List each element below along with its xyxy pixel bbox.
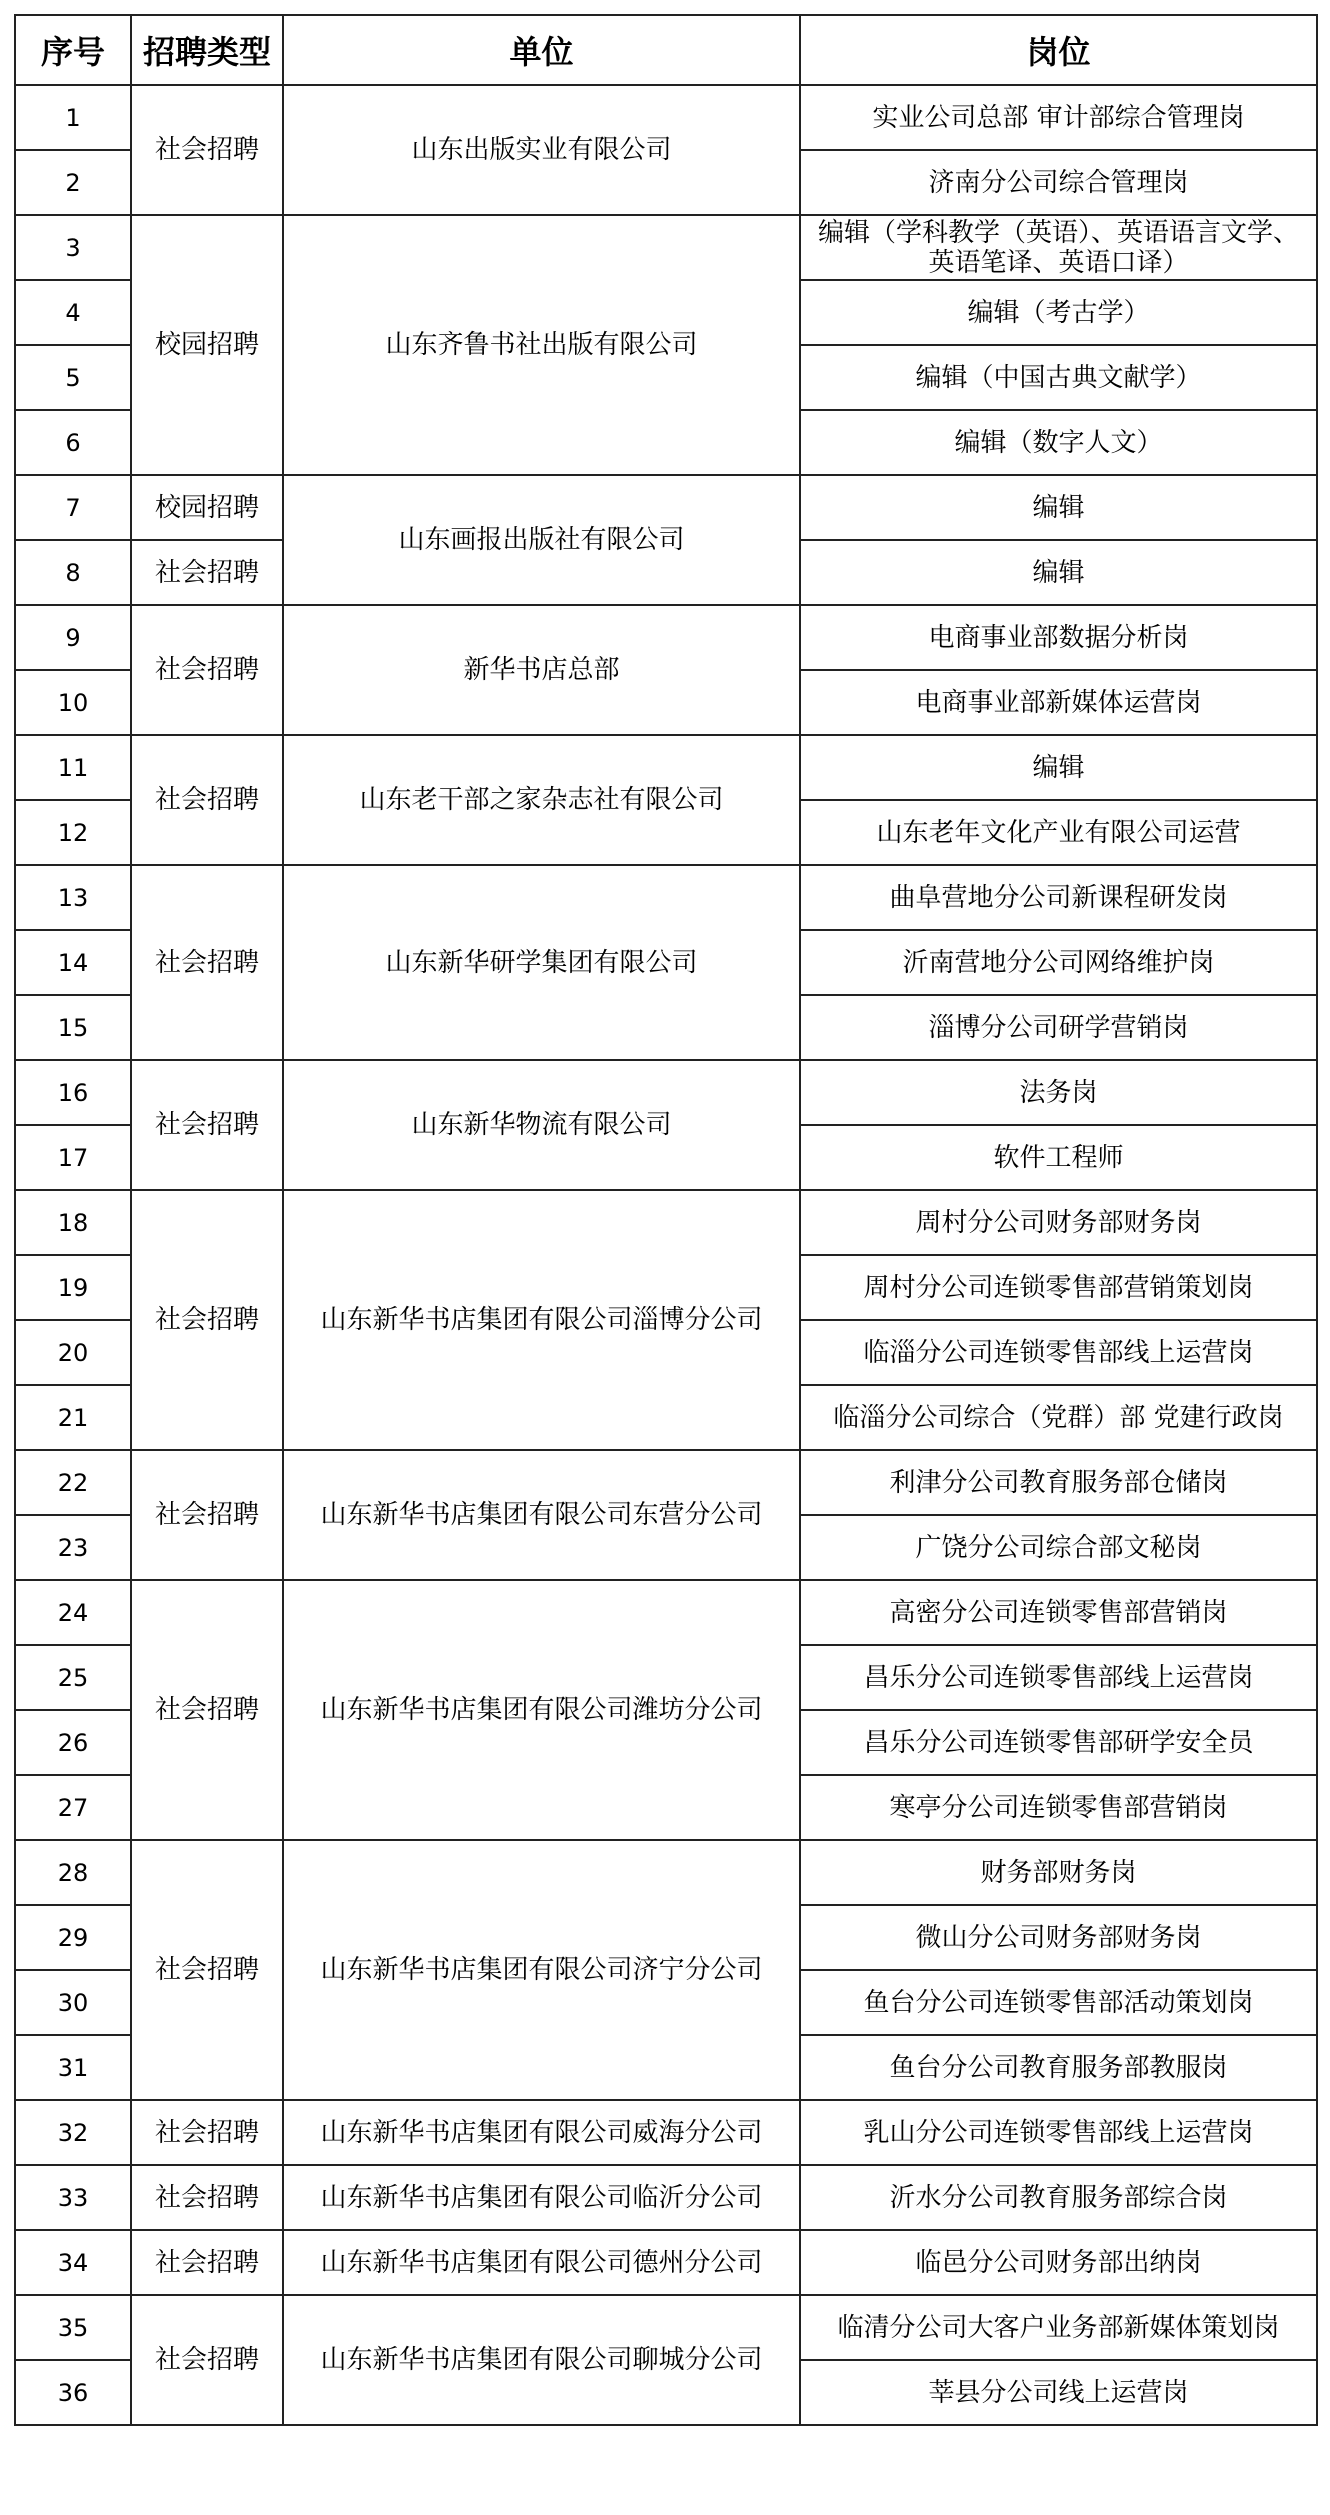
recruit-type-cell: 社会招聘 [131, 2100, 283, 2165]
seq-cell: 11 [15, 735, 131, 800]
seq-cell: 15 [15, 995, 131, 1060]
post-cell: 编辑（考古学） [800, 280, 1317, 345]
seq-cell: 28 [15, 1840, 131, 1905]
post-cell: 临淄分公司综合（党群）部 党建行政岗 [800, 1385, 1317, 1450]
recruit-type-cell: 社会招聘 [131, 1190, 283, 1450]
seq-cell: 23 [15, 1515, 131, 1580]
seq-cell: 14 [15, 930, 131, 995]
post-cell: 编辑 [800, 735, 1317, 800]
recruit-type-cell: 社会招聘 [131, 1840, 283, 2100]
seq-cell: 27 [15, 1775, 131, 1840]
post-cell: 实业公司总部 审计部综合管理岗 [800, 85, 1317, 150]
seq-cell: 32 [15, 2100, 131, 2165]
recruit-type-cell: 校园招聘 [131, 475, 283, 540]
recruit-type-cell: 社会招聘 [131, 85, 283, 215]
post-cell: 编辑（数字人文） [800, 410, 1317, 475]
recruit-type-cell: 社会招聘 [131, 1450, 283, 1580]
recruit-type-cell: 社会招聘 [131, 1580, 283, 1840]
post-cell: 昌乐分公司连锁零售部线上运营岗 [800, 1645, 1317, 1710]
table-row [15, 475, 1317, 540]
recruit-type-cell: 社会招聘 [131, 1060, 283, 1190]
recruit-type-cell: 社会招聘 [131, 2230, 283, 2295]
post-cell: 财务部财务岗 [800, 1840, 1317, 1905]
seq-cell: 20 [15, 1320, 131, 1385]
table-row [15, 2165, 1317, 2230]
post-cell: 临邑分公司财务部出纳岗 [800, 2230, 1317, 2295]
seq-cell: 13 [15, 865, 131, 930]
seq-cell: 22 [15, 1450, 131, 1515]
recruitment-table [14, 14, 1318, 2426]
post-cell: 山东老年文化产业有限公司运营 [800, 800, 1317, 865]
unit-cell: 山东新华研学集团有限公司 [283, 865, 800, 1060]
seq-cell: 9 [15, 605, 131, 670]
post-cell: 寒亭分公司连锁零售部营销岗 [800, 1775, 1317, 1840]
post-cell: 莘县分公司线上运营岗 [800, 2360, 1317, 2425]
unit-cell: 山东老干部之家杂志社有限公司 [283, 735, 800, 865]
unit-cell: 山东新华书店集团有限公司聊城分公司 [283, 2295, 800, 2425]
recruit-type-cell: 社会招聘 [131, 540, 283, 605]
seq-cell: 4 [15, 280, 131, 345]
table-row [15, 85, 1317, 150]
table-row [15, 1840, 1317, 1905]
recruit-type-cell: 社会招聘 [131, 735, 283, 865]
recruit-type-cell: 社会招聘 [131, 2165, 283, 2230]
table-row [15, 2230, 1317, 2295]
post-cell: 周村分公司财务部财务岗 [800, 1190, 1317, 1255]
post-cell: 电商事业部新媒体运营岗 [800, 670, 1317, 735]
seq-cell: 10 [15, 670, 131, 735]
unit-cell: 山东齐鲁书社出版有限公司 [283, 215, 800, 475]
seq-cell: 21 [15, 1385, 131, 1450]
post-cell: 曲阜营地分公司新课程研发岗 [800, 865, 1317, 930]
table-row [15, 1450, 1317, 1515]
table-row [15, 2295, 1317, 2360]
post-cell: 编辑 [800, 540, 1317, 605]
seq-cell: 25 [15, 1645, 131, 1710]
post-cell: 编辑（学科教学（英语）、英语语言文学、英语笔译、英语口译） [800, 215, 1317, 280]
table-row [15, 865, 1317, 930]
post-cell: 沂水分公司教育服务部综合岗 [800, 2165, 1317, 2230]
table-row [15, 215, 1317, 280]
unit-cell: 山东新华书店集团有限公司东营分公司 [283, 1450, 800, 1580]
table-row [15, 2100, 1317, 2165]
post-cell: 临淄分公司连锁零售部线上运营岗 [800, 1320, 1317, 1385]
seq-cell: 35 [15, 2295, 131, 2360]
post-cell: 鱼台分公司教育服务部教服岗 [800, 2035, 1317, 2100]
header-row [15, 15, 1317, 85]
post-cell: 广饶分公司综合部文秘岗 [800, 1515, 1317, 1580]
seq-cell: 3 [15, 215, 131, 280]
unit-cell: 山东新华书店集团有限公司淄博分公司 [283, 1190, 800, 1450]
unit-cell: 山东画报出版社有限公司 [283, 475, 800, 605]
seq-cell: 6 [15, 410, 131, 475]
seq-cell: 12 [15, 800, 131, 865]
table-row [15, 1060, 1317, 1125]
seq-cell: 24 [15, 1580, 131, 1645]
seq-cell: 33 [15, 2165, 131, 2230]
post-cell: 临清分公司大客户业务部新媒体策划岗 [800, 2295, 1317, 2360]
seq-cell: 36 [15, 2360, 131, 2425]
header-seq: 序号 [15, 15, 131, 85]
table-row [15, 735, 1317, 800]
seq-cell: 8 [15, 540, 131, 605]
unit-cell: 山东出版实业有限公司 [283, 85, 800, 215]
post-cell: 鱼台分公司连锁零售部活动策划岗 [800, 1970, 1317, 2035]
post-cell: 软件工程师 [800, 1125, 1317, 1190]
unit-cell: 新华书店总部 [283, 605, 800, 735]
unit-cell: 山东新华书店集团有限公司潍坊分公司 [283, 1580, 800, 1840]
post-cell: 济南分公司综合管理岗 [800, 150, 1317, 215]
header-type: 招聘类型 [131, 15, 283, 85]
seq-cell: 26 [15, 1710, 131, 1775]
seq-cell: 7 [15, 475, 131, 540]
post-cell: 高密分公司连锁零售部营销岗 [800, 1580, 1317, 1645]
post-cell: 沂南营地分公司网络维护岗 [800, 930, 1317, 995]
header-unit: 单位 [283, 15, 800, 85]
seq-cell: 34 [15, 2230, 131, 2295]
recruitment-table-sheet [14, 14, 1316, 2501]
post-cell: 利津分公司教育服务部仓储岗 [800, 1450, 1317, 1515]
post-cell: 乳山分公司连锁零售部线上运营岗 [800, 2100, 1317, 2165]
post-cell: 法务岗 [800, 1060, 1317, 1125]
seq-cell: 1 [15, 85, 131, 150]
seq-cell: 19 [15, 1255, 131, 1320]
seq-cell: 18 [15, 1190, 131, 1255]
table-row [15, 1580, 1317, 1645]
post-cell: 编辑 [800, 475, 1317, 540]
post-cell: 微山分公司财务部财务岗 [800, 1905, 1317, 1970]
seq-cell: 30 [15, 1970, 131, 2035]
seq-cell: 31 [15, 2035, 131, 2100]
seq-cell: 2 [15, 150, 131, 215]
unit-cell: 山东新华书店集团有限公司济宁分公司 [283, 1840, 800, 2100]
unit-cell: 山东新华书店集团有限公司德州分公司 [283, 2230, 800, 2295]
seq-cell: 16 [15, 1060, 131, 1125]
post-cell: 淄博分公司研学营销岗 [800, 995, 1317, 1060]
post-cell: 电商事业部数据分析岗 [800, 605, 1317, 670]
post-cell: 昌乐分公司连锁零售部研学安全员 [800, 1710, 1317, 1775]
table-body [15, 85, 1317, 2425]
table-row [15, 605, 1317, 670]
post-cell: 编辑（中国古典文献学） [800, 345, 1317, 410]
seq-cell: 17 [15, 1125, 131, 1190]
post-cell: 周村分公司连锁零售部营销策划岗 [800, 1255, 1317, 1320]
recruit-type-cell: 校园招聘 [131, 215, 283, 475]
table-row [15, 1190, 1317, 1255]
unit-cell: 山东新华书店集团有限公司临沂分公司 [283, 2165, 800, 2230]
recruit-type-cell: 社会招聘 [131, 2295, 283, 2425]
unit-cell: 山东新华书店集团有限公司威海分公司 [283, 2100, 800, 2165]
recruit-type-cell: 社会招聘 [131, 865, 283, 1060]
recruit-type-cell: 社会招聘 [131, 605, 283, 735]
seq-cell: 29 [15, 1905, 131, 1970]
header-post: 岗位 [800, 15, 1317, 85]
seq-cell: 5 [15, 345, 131, 410]
unit-cell: 山东新华物流有限公司 [283, 1060, 800, 1190]
